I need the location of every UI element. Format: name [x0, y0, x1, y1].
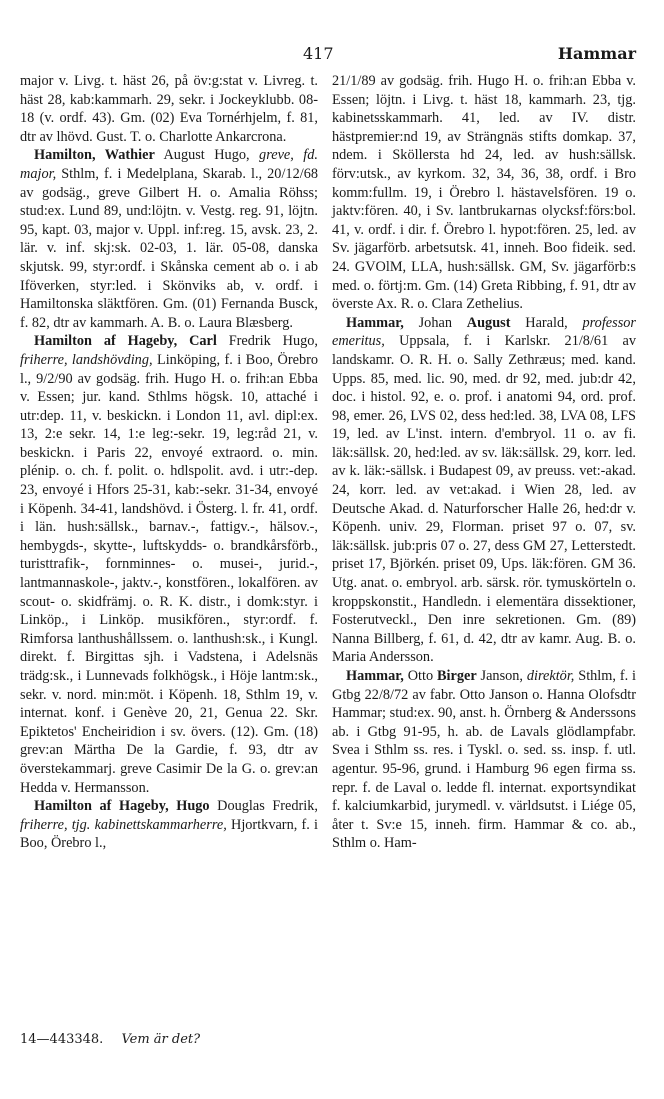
footer-catchword: Vem är det? — [121, 1032, 201, 1047]
entry-text: Janson, — [476, 668, 527, 684]
entry-text: Uppsala, f. i Karlskr. 21/8/61 av landskamr. O. R. H. o. Sally Zethræus; med. kand. Upps. 85, med. lic. 90, med. dr 92, med. jub:dr 42, doc. i histol. 92, e. o. prof. i anatomi 94, ord. prof. 98, emer. 26, LVS 02, dess hed:led. 38, LVA 08, LFS 19, led. av L'inst. intern. d'embryol. 11 o. av fi. läk:sällsk. 20, hed:led. av sv. läk:sällsk. 29, korr. led. av k. läk:-sällsk. i Budapest 09, av preuss. vet:-akad. 24, korr. led. av vet:akad. i Wien 28, led. av Deutsche Akad. d. Naturforscher Halle 26, hed:dr v. Köpenh. univ. 29, Florman. priset 97 o. 07, sv. läk:sällsk. jub:pris 07 o. 27, dess GM 27, Letterstedt. priset 17, Björkén. priset 09, Ups. läk:fören. GM 36. Utg. anat. o. embryol. arb. särsk. rör. tymuskörteln o. kroppskonstit., Handledn. i elementära dissektioner, Fosterutveckl., Den inre sekretionen. Gm. (89) Nanna Billberg, f. 61, d. 42, dtr av kamr. Aug. B. o. Maria Andersson. — [332, 333, 636, 666]
entry-text: Fredrik Hugo, — [216, 333, 318, 350]
entry-text: Linköping, f. i Boo, Örebro l., 9/2/90 av godsäg. frih. Hugo H. o. frih:an Ebba v. Essen; jur. kand. Sthlms högsk. 10, attaché i utr:dep. 11, v. beskickn. i London 11, avl. dipl:ex. 13, 2:e sekr. 14, 1:e leg:-sekr. 19, leg:råd 21, v. beskickn. i Paris 22, envoyé extraord. o. min. plénip. o. ch. f. polit. o. hdlspolit. avd. i utr:-dep. 23, envoyé i Hfors 25-31, kab:-sekr. 31-34, envoyé i Köpenh. 34-41, landshövd. i Österg. l. fr. 41, ordf. i län. hush:sällsk., barnav.-, fattigv.-, hälsov.-, hembygds-, skytte-, luftskydds- o. brandkårsförb., turisttrafik-, fornminnes- o. musei-, jurid.-, lantmannaskole-, jaktv.-, konstfören., lokalfören. av scout- o. skidfrämj. o. R. K. distr., i domk:styr. i Linköp., i Linköp. musikfören., styr:ordf. f. Rimforsa lanthushållssem. o. lanthush:sk., i Kungl. direkt. f. Birgittas sjh. i Vadstena, i Adelsnäs trädg:sk., i Lunnevads folkhögsk., i Höje lantm:sk., sekr. v. nord. min:möt. i Köpenh. 18, Sthlm 19, v. internat. konf. i Genève 20, 21, Genua 22. Skr. Epiktetos' Encheiridion i sv. övers. (12). Gm. (18) grev:an Märtha De la Gardie, f. 93, dtr av överstekammarj. greve Casimir De la G. o. grev:an Hedda v. Hermansson. — [20, 351, 318, 796]
entry-text: August Hugo, — [154, 147, 260, 164]
biography-entry — [20, 797, 318, 853]
entry-name: Hamilton af Hageby, Hugo — [34, 798, 210, 815]
running-title: Hammar — [557, 44, 636, 63]
biography-entry — [20, 72, 318, 146]
entry-text: major v. Livg. t. häst 26, på öv:g:stat v. Livreg. t. häst 28, kab:kammarh. 29, sekr. i Jockeyklubb. 08-18 (v. ordf. 43). Gm. (02) Eva Tornérhjelm, f. 81, dtr av lhövd. Gust. T. o. Charlotte Ankarcrona. — [20, 73, 318, 145]
page-footer — [20, 1032, 200, 1047]
entry-title: greve, fd. major, — [20, 147, 318, 182]
entry-name: August — [466, 314, 511, 331]
entry-text: Otto — [403, 668, 437, 684]
entry-name: Hamilton, Wathier — [34, 147, 155, 164]
biography-entry — [332, 314, 636, 667]
entry-title: friherre, landshövding, — [20, 351, 153, 368]
biography-entry — [20, 332, 318, 797]
entry-text: Douglas Fredrik, — [209, 798, 318, 815]
left-column — [20, 72, 318, 853]
biography-entry — [332, 72, 636, 314]
biography-entry — [332, 667, 636, 853]
entry-name: Hamilton af Hageby, Carl — [34, 333, 217, 350]
page-header — [0, 44, 664, 68]
entry-text: 21/1/89 av godsäg. frih. Hugo H. o. frih:an Ebba v. Essen; löjtn. i Livg. t. häst 18, kammarh. 23, tjg. kabinetsskammarh. 41, led. av IV. distr. hästpremier:nd 19, av Strängnäs stifts domkap. 37, ndem. i Sköllersta hd 24, led. av hush:sällsk. förv:utsk., av kyrkom. 32, 34, 36, 38, ordf. i Bro komm:fullm. 19, i Örebro l. hästavelsfören. 19 o. jaktv:fören. 40, i Sv. lantbrukarnas olycksf:förs:bol. 41, v. ordf. i dir. f. Örebro l. hypot:fören. 25, led. av Sv. jägarförb. arbetsutsk. 41, inneh. Boo fideik. sed. 24. GVOlM, LLA, hush:sällsk. GM, Sv. jägarförb:s med. o. förtj:m. Gm. (14) Greta Ribbing, f. 91, dtr av överste Ax. R. o. Clara Zethelius. — [332, 73, 636, 313]
entry-text: Harald, — [510, 314, 583, 331]
entry-text: Johan — [403, 314, 467, 331]
right-column — [332, 72, 636, 853]
entry-text: Sthlm, f. i Gtbg 22/8/72 av fabr. Otto Janson o. Hanna Olofsdtr Hammar; stud:ex. 90, anst. h. Örnberg & Anderssons ab. i Gtbg 91-95, h. ab. de Lavals glödlampfabr. Svea i Sthlm ss. res. i Tyskl. o. sed. ss. insp. f. utl. agentur. 95-96, grund. i Hamburg 96 egen firma ss. repr. f. de Laval o. ledde fl. internat. exportsyndikat f. kalciumkarbid, jurymedl. v. världsutst. i Liége 05, åter t. Sv:e 15, inneh. firm. Hammar & co. ab., Sthlm o. Ham- — [332, 668, 636, 852]
printer-signature: 14—443348. — [20, 1032, 104, 1047]
entry-name: Hammar, — [346, 314, 404, 331]
entry-name: Birger — [436, 668, 477, 684]
entry-text: Sthlm, f. i Medelplana, Skarab. l., 20/12/68 av godsäg., greve Gilbert H. o. Amalia Röhss; stud:ex. Lund 89, und:löjtn. v. Vestg. reg. 91, löjtn. 95, kapt. 03, major v. Uppl. inf:reg. 15, avsk. 23, 2. lär. v. inf. skj:sk. 02-03, 1. lär. 05-08, danska skjutsk. 99, styr:ordf. i Skånska cement ab o. i ab Iföverken, styr:led. i Skönviks ab, v. ordf. i Hamiltonska släktfören. Gm. (01) Fernanda Busck, f. 82, dtr av kammarh. A. B. o. Laura Blæsberg. — [20, 165, 318, 331]
entry-title: friherre, tjg. kabinettskammarherre, — [20, 816, 227, 833]
biography-entry — [20, 146, 318, 332]
entry-name: Hammar, — [346, 668, 404, 684]
entry-title: direktör, — [526, 668, 575, 684]
entry-text: Hjortkvarn, f. i Boo, Örebro l., — [20, 816, 318, 852]
entry-title: professor emeritus, — [332, 314, 636, 350]
page-number: 417 — [303, 44, 334, 63]
